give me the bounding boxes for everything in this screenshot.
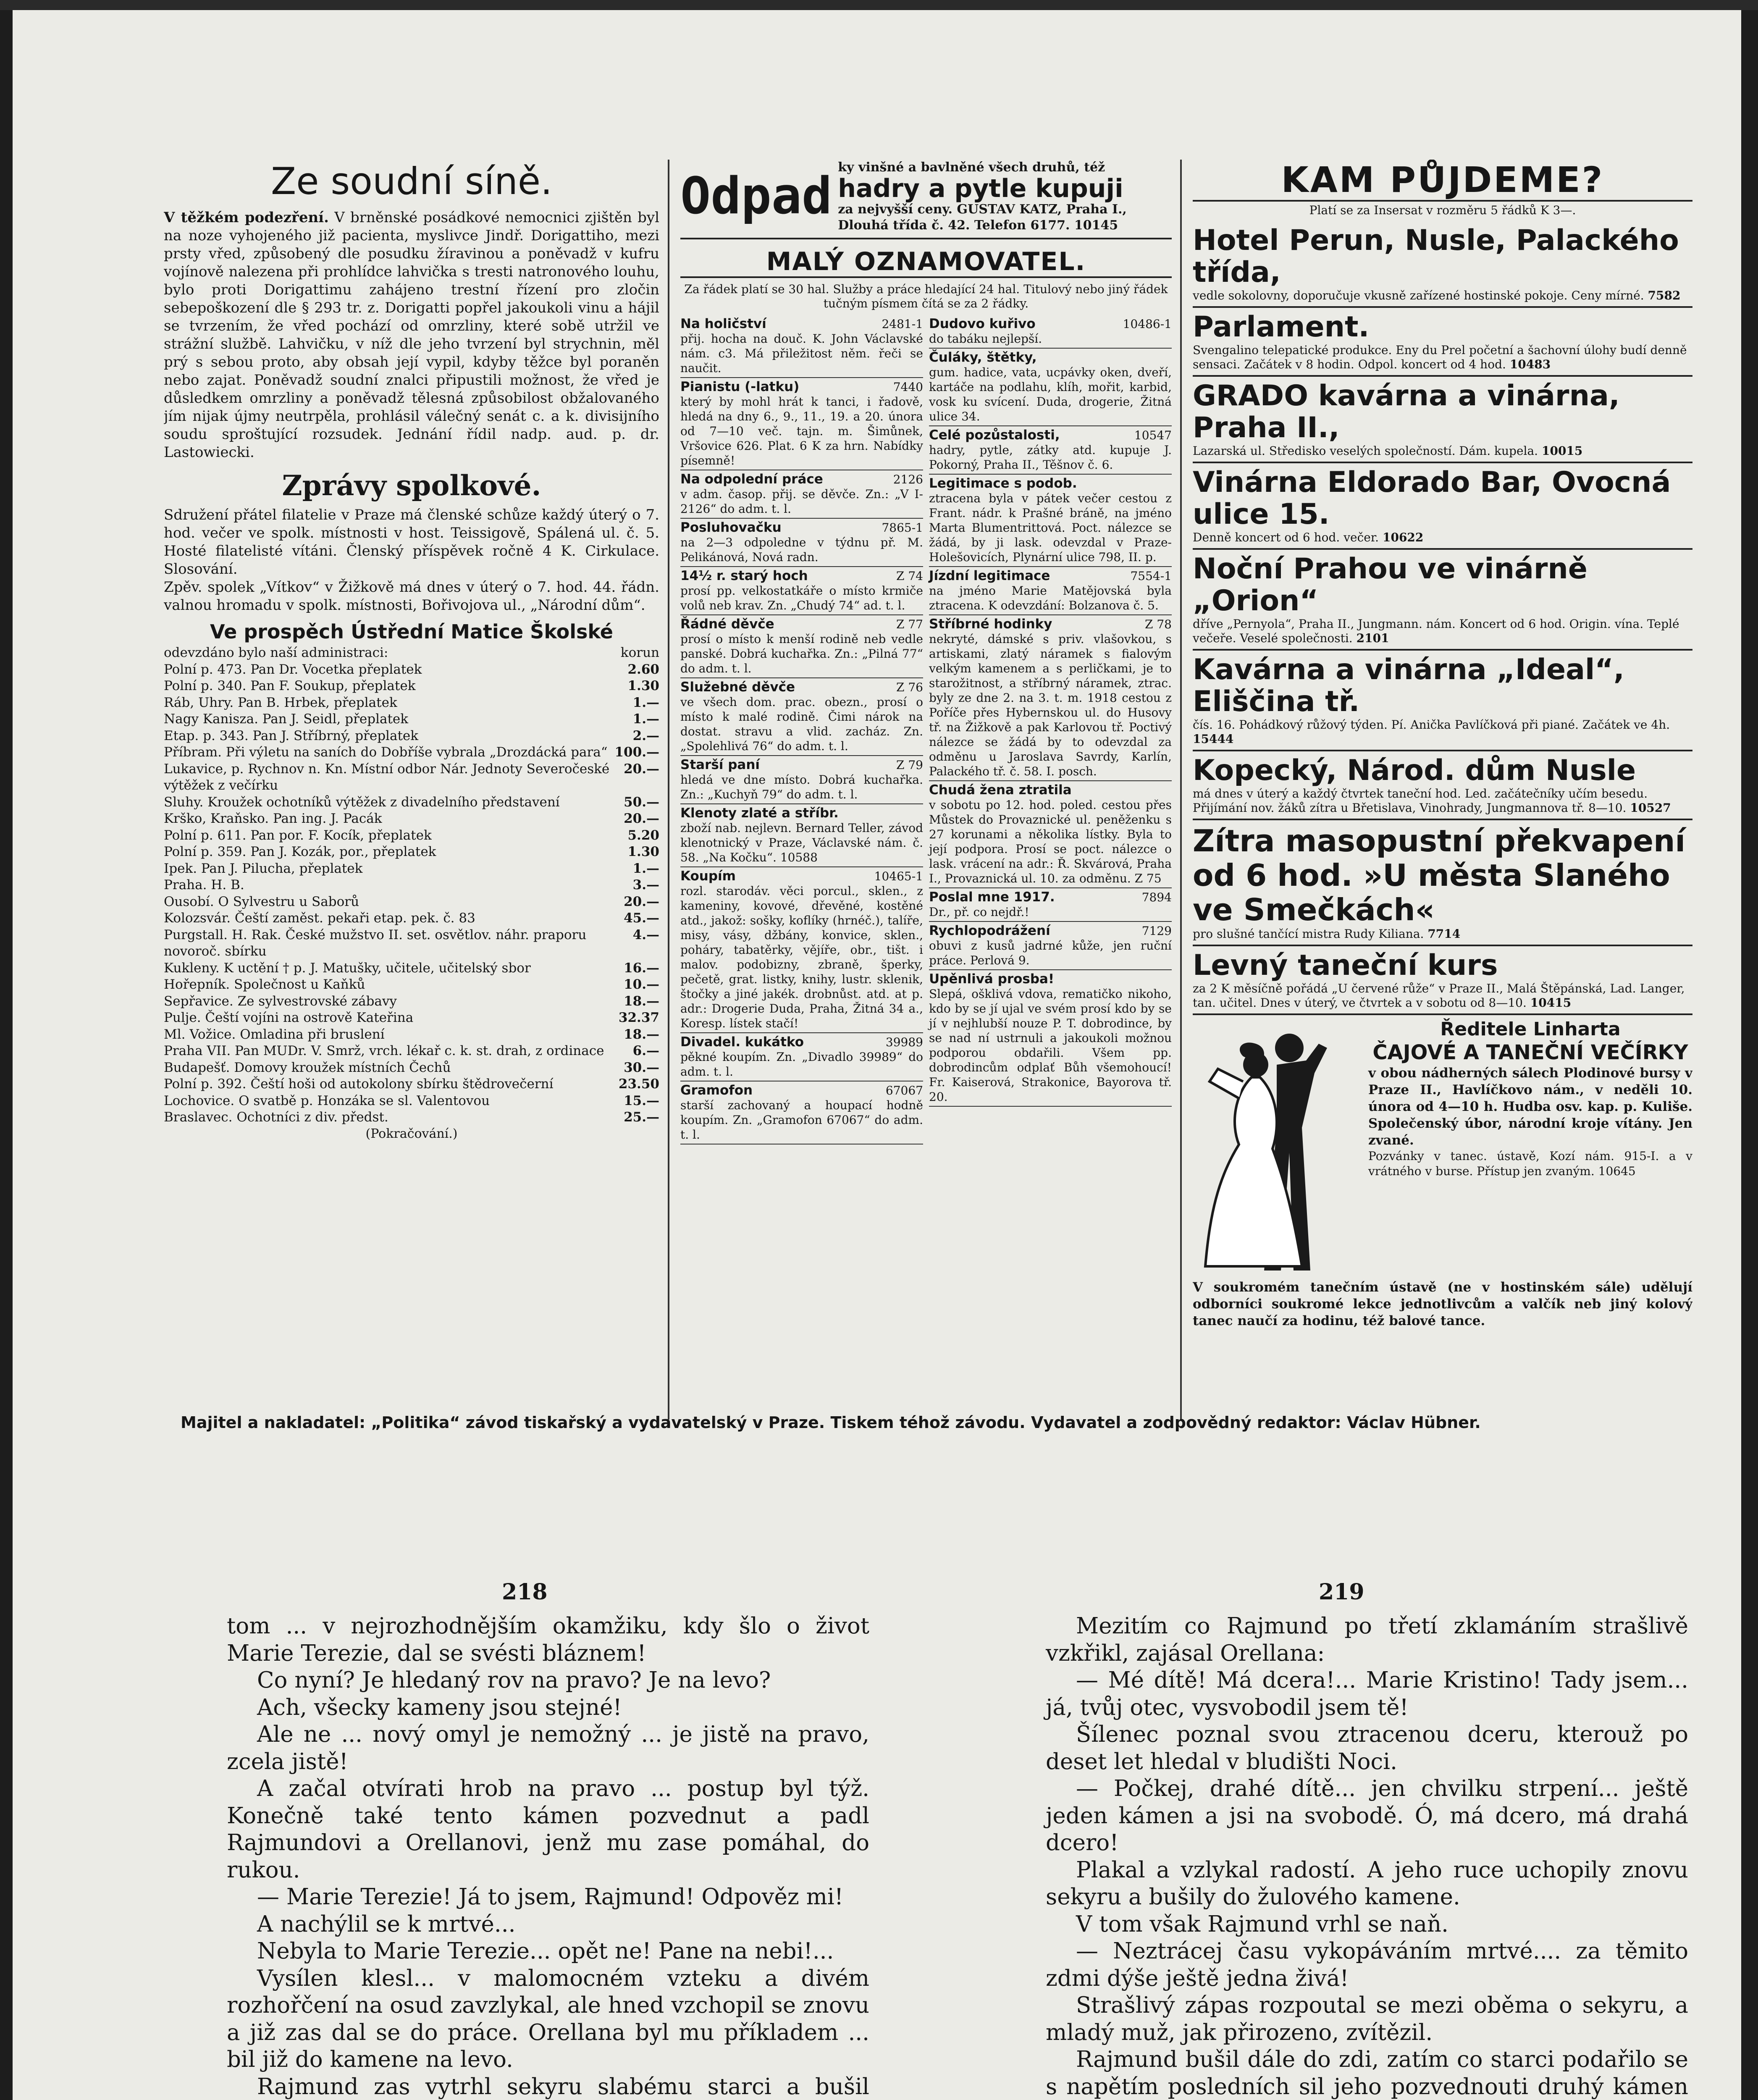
classified-ad: [680, 678, 923, 756]
venue-description-text: čís. 16. Pohádkový růžový týden. Pí. Anička Pavlíčková při piané. Začátek ve 4h.: [1193, 718, 1670, 732]
venue-name: Noční Prahou ve vinárně „Orion“: [1193, 552, 1587, 617]
classified-ad: [929, 922, 1172, 970]
classified-ad-header: [929, 617, 1172, 632]
venue-code: 2101: [1356, 631, 1389, 645]
classified-ad-code: Z 79: [896, 758, 923, 772]
classified-ad-text: pěkné koupím. Zn. „Divadlo 39989“ do adm. t. l.: [680, 1050, 923, 1079]
donation-row: [164, 861, 659, 877]
venue-advert: [1193, 463, 1692, 550]
classified-ad-title: Koupím: [680, 869, 736, 884]
column-court-news: [164, 160, 659, 1420]
book-paragraph: Strašlivý zápas rozpoutal se mezi oběma o sekyru, a mladý muž, jak přirozeno, zvítězil.: [1046, 1992, 1688, 2045]
venue-name: Zítra masopustní překvapení od 6 hod. »U města Slaného ve Smečkách«: [1193, 823, 1686, 927]
classified-ad-title: Starší paní: [680, 757, 760, 772]
book-page-right-text: [1046, 1613, 1688, 2100]
classified-grid: [680, 315, 1172, 1144]
donation-row: [164, 744, 659, 761]
donation-text: Purgstall. H. Rak. České mužstvo II. set. osvětlov. náhr. praporu novoroč. sbírku: [164, 927, 587, 959]
classified-ad-header: [929, 890, 1172, 905]
donation-text: Ráb, Uhry. Pan B. Hrbek, přeplatek: [164, 695, 397, 710]
page-number-right: 219: [1319, 1579, 1364, 1605]
book-paragraph: Rajmund bušil dále do zdi, zatím co starci podařilo se s napětím posledních sil jeho pozvednouti druhý kámen: [1046, 2047, 1688, 2100]
donation-amount: 2.60: [627, 662, 659, 677]
donation-text: Polní p. 473. Pan Dr. Vocetka přeplatek: [164, 662, 422, 677]
venue-description-text: Lazarská ul. Středisko veselých společností. Dám. kupela.: [1193, 444, 1538, 458]
classified-ad-code: 67067: [885, 1084, 923, 1097]
classified-ad-code: 10486-1: [1123, 317, 1172, 331]
donation-text: Příbram. Při výletu na saních do Dobříše vybrala „Drozdácká para“: [164, 745, 608, 760]
venue-advert: [1193, 308, 1692, 377]
venue-description: [1193, 617, 1692, 646]
classified-ad-header: [680, 569, 923, 583]
classified-ad-text: na 2—3 odpoledne v týdnu př. M. Pelikánová, Nová radn.: [680, 536, 923, 564]
donation-amount: 45.—: [624, 911, 659, 926]
classified-ad-title: Pianistu (-latku): [680, 379, 800, 394]
donation-text: Budapešť. Domovy kroužek místních Čechů: [164, 1060, 451, 1075]
book-paragraph: Mezitím co Rajmund po třetí zklamáním strašlivě vzkřikl, zajásal Orellana:: [1046, 1613, 1688, 1666]
donation-text: Sepřavice. Ze sylvestrovské zábavy: [164, 993, 397, 1009]
donation-amount: 6.—: [632, 1043, 659, 1058]
donation-amount: 100.—: [614, 745, 659, 760]
book-paragraph: A začal otvírati hrob na pravo ... postup byl týž. Konečně také tento kámen pozvednut a padl Rajmundovi a Orellanovi, jenž mu zase pomáhal, do rukou.: [227, 1776, 869, 1883]
classified-ad-text: hadry, pytle, zátky atd. kupuje J. Pokorný, Praha II., Těšnov č. 6.: [929, 443, 1172, 472]
venue-description: [1193, 787, 1692, 815]
classified-ad: [680, 756, 923, 804]
book-paragraph: — Mé dítě! Má dcera!... Marie Kristino! Tady jsem... já, tvůj otec, vysvobodil jsem tě!: [1046, 1667, 1688, 1720]
classified-ad-title: Dudovo kuřivo: [929, 316, 1036, 331]
donation-row: [164, 678, 659, 695]
classified-ad-title: Na odpolední práce: [680, 472, 823, 487]
donation-amount: 4.—: [632, 927, 659, 942]
venue-name: Vinárna Eldorado Bar, Ovocná ulice 15.: [1193, 466, 1671, 531]
donation-text: Polní p. 392. Čeští hoši od autokolony sbírku štědrovečerní: [164, 1076, 554, 1092]
classified-ad-code: Z 74: [896, 569, 923, 583]
venue-code: 10415: [1530, 996, 1572, 1010]
classified-ad-title: 14½ r. starý hoch: [680, 568, 808, 583]
donation-text: Praha VII. Pan MUDr. V. Smrž, vrch. lékař c. k. st. drah, z ordinace: [164, 1043, 604, 1058]
classified-ad-header: [929, 317, 1172, 331]
classified-ad-code: Z 76: [896, 680, 923, 694]
kam-price-note: Platí se za Insersat v rozměru 5 řádků K 3—.: [1309, 203, 1576, 217]
column-kam-pujdeme: [1193, 160, 1692, 1420]
donation-row: [164, 728, 659, 745]
donation-row: [164, 1076, 659, 1093]
donation-text: Nagy Kanisza. Pan J. Seidl, přeplatek: [164, 711, 409, 727]
linhart-advert: [1193, 1015, 1692, 1333]
venue-advert: [1193, 946, 1692, 1015]
book-paragraph: — Počkej, drahé dítě... jen chvilku strpení... ještě jeden kámen a jsi na svobodě. Ó, má dcero, má drahá dcero!: [1046, 1776, 1688, 1856]
venue-advert: [1193, 651, 1692, 751]
donation-row: [164, 761, 659, 794]
scan-edge-top: [0, 0, 1758, 10]
donation-row: [164, 711, 659, 728]
donation-amount: 1.30: [627, 844, 659, 859]
book-paragraph: Ach, všecky kameny jsou stejné!: [257, 1694, 622, 1720]
donation-amount: 2.—: [632, 728, 659, 743]
donation-amount: 1.—: [632, 861, 659, 876]
classified-ad-text: v sobotu po 12. hod. poled. cestou přes Můstek do Provaznické ul. peněženku s 27 korunami a několika lístky. Byla to její podpora. Prosí se poct. nálezce o lask. vrácení na adr.: Ř. Skvárová, Praha I., Provaznická ul. 10. za odměnu. Z 75: [929, 798, 1172, 885]
venue-name: Kopecký, Národ. dům Nusle: [1193, 754, 1636, 787]
classified-ad-title: Celé pozůstalosti,: [929, 428, 1060, 443]
donation-amount: 10.—: [624, 977, 659, 992]
classified-ad-text: ztracena byla v pátek večer cestou z Frant. nádr. k Prašné bráně, na jméno Marta Blumentrittová. Poct. nálezce se žádá, by ji lask. odevzdal v Praze-Holešovicích, Plynární ulice 798, II. p.: [929, 491, 1172, 564]
donation-row: [164, 811, 659, 827]
donation-row: [164, 827, 659, 844]
classified-ad-title: Posluhovačku: [680, 520, 782, 535]
classified-ad-header: [680, 472, 923, 487]
court-body: V brněnské posádkové nemocnici zjištěn byl na noze vyhojeného již pacienta, myslivce Jindř. Dorigattiho, mezi prsty vřed, způsobený dle posudku žíravinou a poněvadž v kufru vojínově nalezena při prohlídce lahvička s tresti natronového louhu, bylo proti Dorigattimu zahájeno trestní řízení pro zločin sebepoškození dle § 293 tr. z. Dorigatti popřel jakoukoli vinu a hájil se tvrzením, že vřed pochází od omrzliny, které sobě utržil ve strážní službě. Lahvičku, v níž dle jeho tvrzení byl strychnin, měl prý s sebou proto, aby obsah její vypil, kdyby těžce byl poraněn nebo zajat. Poněvadž soudní znalci připustili možnost, že vřed je důsledkem omrzliny a poněvadž tělesná způsobilost obžalovaného jím nijak újmy neutrpěla, prohlásil válečný senát c. a k. divisijního soudu sproštující rozsudek. Jednání řídil nadp. aud. p. dr. Lastowiecki.: [164, 209, 659, 461]
book-paragraph: Plakal a vzlykal radostí. A jeho ruce uchopily znovu sekyru a bušily do žulového kamene.: [1046, 1857, 1688, 1910]
classified-ad-text: v adm. časop. přij. se děvče. Zn.: „V I-2126“ do adm. t. l.: [680, 487, 923, 516]
classified-ad: [680, 567, 923, 615]
maly-price-note: Za řádek platí se 30 hal. Služby a práce hledající 24 hal. Titulový nebo jiný řádek tučným písmem čítá se za 2 řádky.: [684, 282, 1168, 310]
matice-donation-list: [164, 662, 659, 1126]
matice-header: odevzdáno bylo naší administraci: korun: [164, 645, 659, 660]
kam-pujdeme-title: KAM PŮJDEME?: [1193, 160, 1692, 202]
donation-row: [164, 844, 659, 861]
donation-row: [164, 1093, 659, 1110]
donation-text: Hořepník. Společnost u Kaňků: [164, 977, 365, 992]
classified-ad-header: [929, 569, 1172, 583]
classified-ad-title: Poslal mne 1917.: [929, 890, 1055, 905]
donation-amount: 5.20: [627, 827, 659, 843]
donation-text: Ml. Vožice. Omladina při bruslení: [164, 1026, 385, 1042]
donation-amount: 32.37: [618, 1010, 659, 1025]
donation-row: [164, 1060, 659, 1076]
donation-row: [164, 910, 659, 927]
book-page-left-text: [227, 1613, 869, 2100]
donation-row: [164, 1010, 659, 1026]
classified-ad: [929, 781, 1172, 888]
classified-ad-title: Gramofon: [680, 1083, 753, 1098]
venue-name: Parlament.: [1193, 310, 1370, 344]
classified-ad-code: Z 77: [896, 617, 923, 631]
donation-row: [164, 894, 659, 911]
classified-ad: [680, 804, 923, 867]
classified-ad-code: 7440: [893, 380, 923, 394]
donation-amount: 20.—: [624, 761, 659, 777]
donation-amount: 16.—: [624, 960, 659, 976]
classified-ad: [680, 519, 923, 567]
donation-amount: 1.—: [632, 695, 659, 710]
venue-advert: [1193, 377, 1692, 463]
venue-code: 10622: [1382, 530, 1424, 544]
book-paragraph: V tom však Rajmund vrhl se naň.: [1076, 1911, 1448, 1937]
venue-name: Levný taneční kurs: [1193, 949, 1498, 982]
classified-ad-text: Dr., př. co nejdř.!: [929, 905, 1029, 919]
donation-row: [164, 1043, 659, 1060]
venue-code: 10483: [1509, 357, 1551, 371]
classified-ad: [929, 970, 1172, 1107]
book-paragraph: Nebyla to Marie Terezie... opět ne! Pane na nebi!...: [257, 1938, 834, 1964]
classified-ad-title: Čuláky, štětky,: [929, 350, 1037, 365]
classified-ad-header: [680, 869, 923, 884]
venue-description: [1193, 530, 1692, 545]
donation-text: Polní p. 359. Pan J. Kozák, por., přeplatek: [164, 844, 436, 859]
donation-row: [164, 960, 659, 977]
classified-ad-code: 2481-1: [882, 317, 923, 331]
spolky-title: Zprávy spolkové.: [282, 469, 541, 502]
book-paragraph: — Marie Terezie! Já to jsem, Rajmund! Odpověz mi!: [257, 1884, 844, 1910]
classified-ad: [680, 315, 923, 378]
classified-ad-title: Divadel. kukátko: [680, 1034, 804, 1050]
newspaper-section: [164, 160, 1692, 1428]
classified-ad-text: Slepá, ošklivá vdova, rematičko nikoho, kdo by se jí ujal ve svém prosí kdo by se jí v nejhlubší nouze P. T. dobrodince, by se nad ní ustrnuli a jakoukoli možnou podporou obdařili. Všem pp. dobrodincům odplať Bůh všemohoucí! Fr. Kaiserová, Strakonice, Bayorova tř. 20.: [929, 987, 1172, 1104]
classified-ad-header: [929, 476, 1172, 491]
classified-ad-header: [680, 380, 923, 394]
venue-code: 15444: [1193, 732, 1234, 746]
donation-amount: 30.—: [624, 1060, 659, 1075]
classified-ad-code: 10547: [1134, 428, 1172, 442]
donation-text: Sluhy. Kroužek ochotníků výtěžek z divadelního představení: [164, 794, 560, 810]
donation-amount: 23.50: [618, 1076, 659, 1092]
odpad-word: Odpad: [680, 167, 832, 226]
classified-ad-text: prosí pp. velkostatkáře o místo krmiče volů neb krav. Zn. „Chudý 74“ ad. t. l.: [680, 584, 923, 612]
book-paragraph: Co nyní? Je hledaný rov na pravo? Je na levo?: [257, 1667, 771, 1693]
donation-amount: 20.—: [624, 894, 659, 909]
classified-ad-code: 10465-1: [874, 869, 923, 883]
classified-ad-header: [680, 758, 923, 772]
book-paragraph: Ale ne ... nový omyl je nemožný ... je jistě na pravo, zcela jistě!: [227, 1722, 869, 1774]
column-classifieds: [680, 160, 1172, 1420]
classified-ad-header: [680, 1035, 923, 1050]
venue-code: 10015: [1541, 444, 1583, 458]
donation-text: Ipek. Pan J. Pilucha, přeplatek: [164, 861, 363, 876]
classified-ad-text: prosí o místo k menší rodině neb vedle panské. Dobrá kuchařka. Zn.: „Pilná 77“ do adm. t. l.: [680, 632, 923, 675]
classified-ad: [929, 349, 1172, 426]
donation-amount: 1.—: [632, 711, 659, 727]
classified-ad: [680, 470, 923, 519]
donation-row: [164, 1026, 659, 1043]
classified-ad-header: [680, 617, 923, 632]
court-title: Ze soudní síně.: [270, 160, 553, 203]
classified-ad: [929, 888, 1172, 922]
odpad-advert: [680, 160, 1172, 239]
book-paragraph: tom ... v nejrozhodnějším okamžiku, kdy šlo o život Marie Terezie, dal se svésti bláznem!: [227, 1613, 869, 1666]
donation-text: Krško, Kraňsko. Pan ing. J. Pacák: [164, 811, 382, 826]
classified-ad-text: ve všech dom. prac. obezn., prosí o místo k malé rodině. Čimi nárok na dostat. stravu a vlid. zacház. Zn. „Spolehlivá 76“ do adm. t. l.: [680, 695, 923, 753]
classified-ad-text: do tabáku nejlepší.: [929, 332, 1042, 346]
donation-text: Lochovice. O svatbě p. Honzáka se sl. Valentovou: [164, 1093, 490, 1108]
donation-row: [164, 993, 659, 1010]
donation-amount: 3.—: [632, 877, 659, 892]
classified-ad: [680, 378, 923, 470]
classified-ad-header: [929, 924, 1172, 938]
classified-ad: [929, 315, 1172, 349]
linhart-text-1: v obou nádherných sálech Plodinové bursy v Praze II., Havlíčkovo nám., v neděli 10. února od 4—10 h. Hudba osv. kap. p. Kuliše. Společenský úbor, národní kroje vítány. Jen zvané.: [1368, 1066, 1692, 1148]
donation-row: [164, 976, 659, 993]
donation-text: Pulje. Čeští vojíni na ostrově Kateřina: [164, 1010, 414, 1025]
venue-advert: [1193, 751, 1692, 820]
classified-ad-code: 39989: [885, 1035, 923, 1049]
donation-text: Kukleny. K uctění † p. J. Matušky, učitele, učitelský sbor: [164, 960, 531, 976]
donation-amount: 50.—: [624, 794, 659, 810]
classified-ad-header: [929, 972, 1172, 987]
classified-column-left: [680, 315, 923, 1144]
venue-description-text: Denně koncert od 6 hod. večer.: [1193, 530, 1379, 544]
donation-amount: 20.—: [624, 811, 659, 826]
venue-description: [1193, 444, 1692, 458]
classified-ad-header: [929, 350, 1172, 365]
classified-ad-header: [680, 520, 923, 535]
classified-ad-text: gum. hadice, vata, ucpávky oken, dveří, kartáče na podlahu, klíh, mořit, karbid, vosk ku svícení. Duda, drogerie, Žitná ulice 34.: [929, 365, 1172, 423]
venue-description-text: Svengalino telepatické produkce. Eny du Prel početní a šachovní úlohy budí denně sensaci. Začátek v 8 hodin. Odpol. koncert od 4 hod.: [1193, 343, 1687, 371]
classified-ad-code: Z 78: [1145, 617, 1172, 631]
venue-description: [1193, 289, 1692, 303]
venue-list: [1193, 221, 1692, 1015]
donation-row: [164, 695, 659, 711]
classified-ad-header: [680, 680, 923, 695]
classified-ad-text: hledá ve dne místo. Dobrá kuchařka. Zn.: „Kuchyň 79“ do adm. t. l.: [680, 773, 923, 801]
venue-description-text: dříve „Pernyola“, Praha II., Jungmann. nám. Koncert od 6 hod. Origin. vína. Teplé večeře. Veselé společnosti.: [1193, 617, 1679, 645]
venue-description: [1193, 982, 1692, 1010]
classified-ad-title: Služebné děvče: [680, 680, 795, 695]
donation-text: Braslavec. Ochotníci z div. předst.: [164, 1110, 388, 1125]
dancing-couple-illustration: [1193, 1018, 1361, 1279]
venue-advert: [1193, 550, 1692, 651]
donation-row: [164, 662, 659, 678]
classified-ad-code: 7554-1: [1130, 569, 1172, 583]
donation-row: [164, 927, 659, 960]
donation-amount: 18.—: [624, 1026, 659, 1042]
donation-text: Ousobí. O Sylvestru u Saborů: [164, 894, 359, 909]
spolky-p2: Zpěv. spolek „Vítkov“ v Žižkově má dnes v úterý o 7. hod. 44. řádn. valnou hromadu v spolk. místnosti, Bořivojova ul., „Národní dům“.: [164, 579, 659, 614]
court-lead: V těžkém podezření.: [164, 209, 329, 226]
classified-ad-header: [929, 783, 1172, 798]
classified-ad: [929, 475, 1172, 567]
donation-row: [164, 1109, 659, 1126]
venue-description-text: vedle sokolovny, doporučuje vkusně zařízené hostinské pokoje. Ceny mírné.: [1193, 289, 1644, 302]
maly-oznamovatel-title: MALÝ OZNAMOVATEL.: [680, 247, 1172, 278]
venue-description-text: má dnes v úterý a každý čtvrtek taneční hod. Led. začátečníky učím besedu. Přijímání nov. žáků zítra u Břetislava, Vinohrady, Jungmannova tř. 8—10.: [1193, 787, 1648, 815]
classified-ad-title: Stříbrné hodinky: [929, 617, 1052, 632]
classified-ad-code: 7894: [1141, 890, 1172, 904]
venue-name: Hotel Perun, Nusle, Palackého třída,: [1193, 224, 1679, 289]
linhart-text-3: V soukromém tanečním ústavě (ne v hostinském sále) udělují odborníci soukromé lekce jednotlivcům a valčík neb jiný kolový tanec naučí za hodinu, též balové tance.: [1193, 1280, 1692, 1328]
classified-ad-title: Řádné děvče: [680, 617, 774, 632]
classified-ad-code: 7129: [1141, 924, 1172, 938]
odpad-line3: za nejvyšší ceny. GUSTAV KATZ, Praha I., Dlouhá třída č. 42. Telefon 6177. 10145: [838, 202, 1127, 233]
donation-amount: 18.—: [624, 993, 659, 1009]
classified-ad-title: Chudá žena ztratila: [929, 782, 1072, 798]
classified-ad-title: Klenoty zlaté a stříbr.: [680, 806, 839, 821]
linhart-heading: Ředitele Linharta: [1440, 1018, 1621, 1040]
classified-ad: [680, 615, 923, 678]
classified-ad-text: zboží nab. nejlevn. Bernard Teller, závod klenotnický v Praze, Václavské nám. č. 58. „Na Kočku“. 10588: [680, 821, 923, 864]
classified-column-right: [929, 315, 1172, 1144]
venue-description-text: za 2 K měsíčně pořádá „U červené růže“ v Praze II., Malá Štěpánská, Lad. Langer, tan. učitel. Dnes v úterý, ve čtvrtek a v sobotu od 8—10.: [1193, 982, 1685, 1010]
classified-ad: [929, 567, 1172, 615]
donation-row: [164, 794, 659, 811]
classified-ad-text: na jméno Marie Matějovská byla ztracena. K odevzdání: Bolzanova č. 5.: [929, 584, 1172, 612]
donation-text: Lukavice, p. Rychnov n. Kn. Místní odbor Nár. Jednoty Severočeské výtěžek z večírku: [164, 761, 610, 793]
donation-amount: 1.30: [627, 678, 659, 693]
donation-text: Etap. p. 343. Pan J. Stříbrný, přeplatek: [164, 728, 419, 743]
venue-description: [1193, 343, 1692, 372]
classified-ad-text: rozl. starodáv. věci porcul., sklen., z kameniny, kovové, dřevěné, kostěné atd., jakož: sošky, koflíky (hrnéč.), talíře, misy, vásy, džbány, konvice, sklen., poháry, tabatěrky, vějíře, obr., tišt. i malov. podobizny, zbraně, šperky, pečetě, grat. listky, knihy, lustr. sklenik, štočky a jiné jakék. drobnůst. atd. at p. adr.: Drogerie Duda, Praha, Žitná 34 a., Koresp. lístek stačí!: [680, 884, 923, 1030]
venue-description-text: pro slušné tančící mistra Rudy Kiliana.: [1193, 927, 1424, 941]
book-paragraph: — Neztrácej času vykopáváním mrtvé.... za těmito zdmi dýše ještě jedna živá!: [1046, 1938, 1688, 1991]
classified-ad-text: který by mohl hrát k tanci, i řadově, hledá na dny 6., 9., 11., 19. a 20. února od 7—10 več. tajn. m. Šimůnek, Vršovice 626. Plat. 6 K za hrn. Nabídky písemně!: [680, 395, 923, 467]
scan-edge-right: [1741, 0, 1758, 2100]
classified-ad-title: Rychlopodrážení: [929, 923, 1050, 938]
venue-advert: [1193, 221, 1692, 308]
classified-ad-code: 7865-1: [882, 521, 923, 535]
linhart-text-2: Pozvánky v tanec. ústavě, Kozí nám. 915-I. a v vrátného v burse. Přístup jen zvaným. 10645: [1368, 1149, 1692, 1178]
classified-ad-text: starší zachovaný a houpací hodně koupím. Zn. „Gramofon 67067“ do adm. t. l.: [680, 1098, 923, 1142]
book-paragraph: A nachýlil se k mrtvé...: [257, 1911, 516, 1937]
donation-text: Kolozsvár. Čeští zaměst. pekaři etap. pek. č. 83: [164, 911, 475, 926]
book-paragraph: Rajmund zas vytrhl sekyru slabému starci a bušil: [257, 2074, 869, 2100]
matice-continued: (Pokračování.): [365, 1126, 458, 1141]
scan-edge-left: [0, 0, 13, 2100]
venue-description: [1193, 718, 1692, 746]
donation-text: Polní p. 340. Pan F. Soukup, přeplatek: [164, 678, 416, 693]
odpad-line2: hadry a pytle kupuji: [838, 174, 1123, 203]
classified-ad-code: 2126: [893, 472, 923, 486]
column-divider: [1180, 160, 1182, 1420]
spolky-p1: Sdružení přátel filatelie v Praze má členské schůze každý úterý o 7. hod. večer ve spolk. místnosti v host. Teissigově, Spálená ul. č. 5. Hosté filatelisté vítáni. Členský příspěvek ročně 4 K. Cirkulace. Slosování.: [164, 507, 659, 578]
column-divider: [668, 160, 669, 1420]
classified-ad-header: [929, 428, 1172, 443]
venue-code: 7714: [1427, 927, 1461, 941]
book-paragraph: Vysílen klesl... v malomocném vzteku a divém rozhořčení na osud zavzlykal, ale hned vzchopil se znovu a již zas dal se do práce. Orellana byl mu příkladem ... bil již do kamene na levo.: [227, 1965, 869, 2072]
matice-title: Ve prospěch Ústřední Matice Školské: [210, 620, 613, 643]
donation-text: Praha. H. B.: [164, 877, 244, 892]
donation-amount: 25.—: [624, 1110, 659, 1125]
classified-ad-header: [680, 806, 923, 821]
classified-ad-title: Upěnlivá prosba!: [929, 971, 1055, 987]
venue-description: [1193, 927, 1692, 941]
classified-ad: [929, 426, 1172, 475]
donation-amount: 15.—: [624, 1093, 659, 1108]
classified-ad-text: nekryté, dámské s priv. vlašovkou, s artiskami, zlatý náramek s fialovým velkým kamenem a s perličkami, je to starožitnost, a stříbrný náramek, ztrac. byly ze dne 2. na 3. t. m. 1918 cestou z Poříče přes Hybernskou ul. do Husovy tř. na Žižkově a pak Karlovou tř. Poctivý nálezce se žádá by to odevzdal za odměnu u Jaroslava Savrdy, Karlín, Palackého tř. č. 58. I. posch.: [929, 632, 1172, 778]
classified-ad-title: Na holičství: [680, 316, 766, 331]
classified-ad-title: Legitimace s podob.: [929, 476, 1077, 491]
classified-ad: [929, 615, 1172, 781]
court-article: [164, 209, 659, 462]
classified-ad: [680, 1082, 923, 1144]
book-paragraph: Šílenec poznal svou ztracenou dceru, kterouž po deset let hledal v bludišti Noci.: [1046, 1722, 1688, 1774]
donation-text: Polní p. 611. Pan por. F. Kocík, přeplatek: [164, 827, 432, 843]
donation-row: [164, 877, 659, 894]
page-number-left: 218: [502, 1579, 548, 1605]
venue-name: Kavárna a vinárna „Ideal“, Eliščina tř.: [1193, 653, 1624, 718]
venue-name: GRADO kavárna a vinárna, Praha II.,: [1193, 379, 1620, 444]
classified-ad-text: obuvi z kusů jadrné kůže, jen ruční práce. Perlová 9.: [929, 939, 1172, 967]
odpad-line1: ky vinšné a bavlněné všech druhů, též: [838, 160, 1105, 175]
classified-ad: [680, 1033, 923, 1082]
linhart-subheading: ČAJOVÉ A TANEČNÍ VEČÍRKY: [1372, 1041, 1688, 1064]
classified-ad-title: Jízdní legitimace: [929, 568, 1050, 583]
venue-code: 7582: [1648, 289, 1681, 302]
venue-advert: [1193, 820, 1692, 946]
imprint-line: Majitel a nakladatel: „Politika“ závod tiskařský a vydavatelský v Praze. Tiskem téhož závodu. Vydavatel a zodpovědný redaktor: Václav Hübner.: [181, 1413, 1481, 1432]
classified-ad-header: [680, 1083, 923, 1098]
classified-ad: [680, 867, 923, 1033]
classified-ad-text: přij. hocha na douč. K. John Václavské nám. c3. Má přiležitost něm. řeči se naučit.: [680, 332, 923, 375]
classified-ad-header: [680, 317, 923, 331]
venue-code: 10527: [1630, 801, 1671, 815]
